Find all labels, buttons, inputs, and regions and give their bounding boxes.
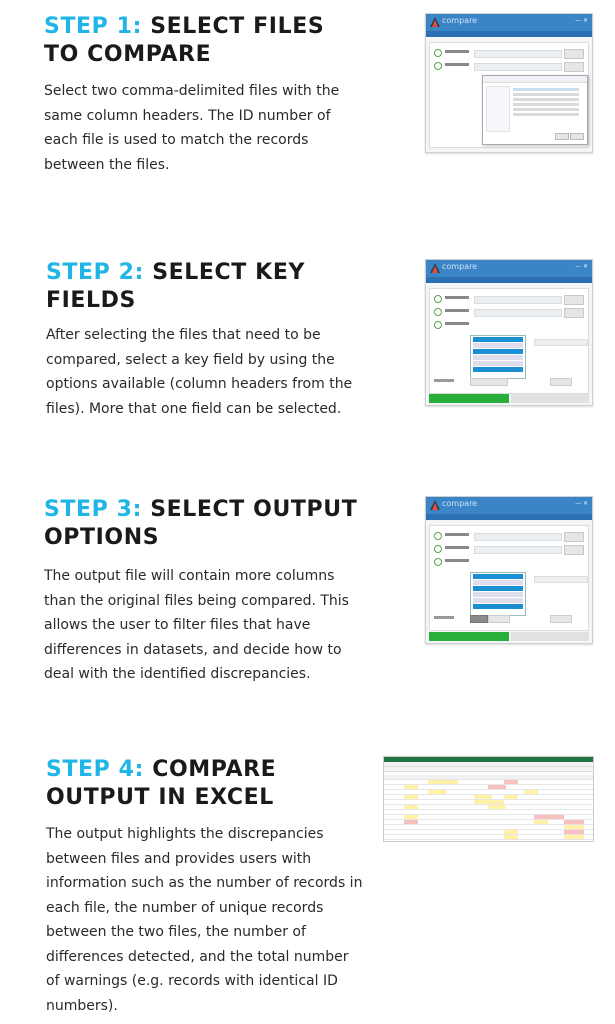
step-4-heading: [46, 756, 366, 812]
step-3-heading: [44, 496, 364, 552]
window-controls: — ✕: [575, 17, 588, 24]
step-1-screenshot: [425, 13, 593, 153]
compare-logo-icon: [430, 500, 440, 510]
key-field-listbox: [470, 572, 526, 616]
step-2-heading: [46, 259, 366, 315]
window-controls: — ✕: [575, 500, 588, 507]
step-3-number: STEP 3:: [44, 497, 142, 522]
step-1-title: SELECT FILES TO COMPARE: [44, 14, 325, 67]
step-1-description: Select two comma-delimited files with the same column headers. The ID number of each file is used to match the records between the files.: [44, 83, 340, 173]
key-field-listbox: [470, 335, 526, 379]
app-name: compare: [442, 262, 478, 271]
step-1-number: STEP 1:: [44, 14, 142, 39]
step-2-number: STEP 2:: [46, 260, 144, 285]
step-2-description: After selecting the files that need to be compared, select a key field by using the options available (column headers from the files). More that one field can be selected.: [46, 327, 353, 417]
step-4-excel-screenshot: [383, 756, 594, 842]
compare-logo-icon: [430, 17, 440, 27]
app-name: compare: [442, 499, 478, 508]
step-4-number: STEP 4:: [46, 757, 144, 782]
compare-logo-icon: [430, 263, 440, 273]
step-2-title: SELECT KEY FIELDS: [46, 260, 305, 313]
step-1-heading: [44, 13, 364, 69]
step-3-screenshot: [425, 496, 593, 644]
file-open-dialog: [482, 75, 588, 145]
step-4-title: COMPARE OUTPUT IN EXCEL: [46, 757, 277, 810]
step-4-description: The output highlights the discrepancies between files and provides users with information such as the number of records in each file, the number of unique records between the two files, the number of differences detected, and the total number of warnings (e.g. records with identical ID numbers).: [46, 826, 363, 1014]
app-name: compare: [442, 16, 478, 25]
step-3-title: SELECT OUTPUT OPTIONS: [44, 497, 358, 550]
step-3-description: The output file will contain more columns than the original files being compared. This allows the user to filter files that have differences in datasets, and decide how to deal with the identified discrepancies.: [44, 568, 349, 682]
window-controls: — ✕: [575, 263, 588, 270]
step-2-screenshot: [425, 259, 593, 406]
